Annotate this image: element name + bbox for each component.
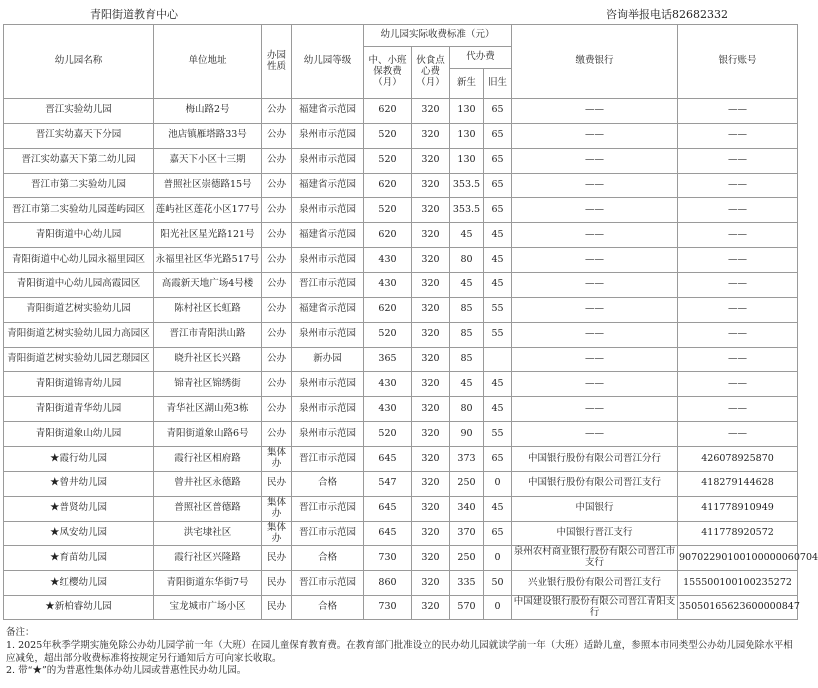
cell-agency-new: 130	[450, 99, 484, 124]
cell-meal: 320	[412, 596, 450, 620]
cell-agency-new: 353.5	[450, 198, 484, 223]
cell-address: 高霞新天地广场4号楼	[154, 273, 262, 298]
top-header	[0, 0, 800, 22]
cell-level: 新办园	[292, 347, 364, 372]
cell-bank: ——	[512, 347, 678, 372]
cell-account: ——	[678, 123, 798, 148]
table-row	[4, 521, 798, 546]
cell-agency-new: 250	[450, 546, 484, 571]
cell-name: 晋江市第二实验幼儿园	[4, 173, 154, 198]
table-row	[4, 123, 798, 148]
cell-address: 青华社区湖山苑3栋	[154, 397, 262, 422]
cell-level: 泉州市示范园	[292, 422, 364, 447]
cell-nature: 公办	[262, 198, 292, 223]
cell-address: 霞行社区兴隆路	[154, 546, 262, 571]
cell-name: 晋江实幼嘉天下第二幼儿园	[4, 148, 154, 173]
cell-tuition: 620	[364, 173, 412, 198]
cell-account: ——	[678, 322, 798, 347]
header-meal: 伙食点心费（月）	[412, 47, 450, 99]
cell-agency-old: 65	[484, 521, 512, 546]
cell-account: 155500100100235272	[678, 571, 798, 596]
cell-tuition: 430	[364, 397, 412, 422]
header-fee-group: 幼儿园实际收费标准（元）	[364, 25, 512, 47]
cell-level: 晋江市示范园	[292, 273, 364, 298]
cell-agency-new: 85	[450, 322, 484, 347]
cell-agency-new: 340	[450, 496, 484, 521]
cell-level: 泉州市示范园	[292, 322, 364, 347]
cell-address: 曾井社区永德路	[154, 471, 262, 496]
header-new: 新生	[450, 69, 484, 99]
cell-name: ★新柏睿幼儿园	[4, 596, 154, 620]
cell-level: 泉州市示范园	[292, 123, 364, 148]
header-account: 银行账号	[678, 25, 798, 99]
cell-address: 池店镇雁塔路33号	[154, 123, 262, 148]
cell-account: ——	[678, 248, 798, 273]
cell-bank: 中国建设银行股份有限公司晋江青阳支行	[512, 596, 678, 620]
cell-account: 411778920572	[678, 521, 798, 546]
cell-tuition: 520	[364, 198, 412, 223]
table-row	[4, 471, 798, 496]
cell-meal: 320	[412, 347, 450, 372]
cell-level: 泉州市示范园	[292, 372, 364, 397]
cell-name: 青阳街道中心幼儿园高霞园区	[4, 273, 154, 298]
cell-agency-new: 370	[450, 521, 484, 546]
cell-level: 福建省示范园	[292, 99, 364, 124]
cell-agency-old: 65	[484, 173, 512, 198]
cell-meal: 320	[412, 248, 450, 273]
cell-bank: ——	[512, 248, 678, 273]
cell-tuition: 620	[364, 99, 412, 124]
cell-nature: 民办	[262, 471, 292, 496]
cell-address: 永福里社区华光路517号	[154, 248, 262, 273]
cell-agency-old: 55	[484, 322, 512, 347]
notes-line-1: 1. 2025年秋季学期实施免除公办幼儿园学前一年（大班）在园儿童保育教育费。在教育部门批准设立的民办幼儿园就读学前一年（大班）适龄儿童，参照本市同类型公办幼儿园免除水平相应减免，超出部分收费标准将按规定另行通知后方可向家长收取。	[6, 639, 793, 664]
cell-nature: 公办	[262, 297, 292, 322]
cell-agency-old: 45	[484, 397, 512, 422]
cell-agency-new: 80	[450, 397, 484, 422]
cell-address: 陈村社区长虹路	[154, 297, 262, 322]
cell-bank: 中国银行	[512, 496, 678, 521]
cell-address: 晋江市青阳洪山路	[154, 322, 262, 347]
cell-level: 合格	[292, 471, 364, 496]
cell-name: ★凤安幼儿园	[4, 521, 154, 546]
cell-bank: ——	[512, 148, 678, 173]
cell-meal: 320	[412, 471, 450, 496]
cell-agency-old: 65	[484, 198, 512, 223]
cell-tuition: 520	[364, 322, 412, 347]
notes-line-2: 2. 带“★”的为普惠性集体办幼儿园或普惠性民办幼儿园。	[6, 665, 247, 677]
cell-bank: 泉州农村商业银行股份有限公司晋江市支行	[512, 546, 678, 571]
cell-agency-new: 45	[450, 273, 484, 298]
cell-agency-new: 130	[450, 123, 484, 148]
cell-tuition: 547	[364, 471, 412, 496]
cell-bank: 中国银行股份有限公司晋江分行	[512, 447, 678, 472]
cell-agency-old: 45	[484, 248, 512, 273]
cell-bank: ——	[512, 123, 678, 148]
cell-nature: 集体办	[262, 521, 292, 546]
cell-address: 晓升社区长兴路	[154, 347, 262, 372]
cell-meal: 320	[412, 198, 450, 223]
cell-meal: 320	[412, 496, 450, 521]
cell-meal: 320	[412, 273, 450, 298]
cell-meal: 320	[412, 546, 450, 571]
cell-nature: 公办	[262, 372, 292, 397]
cell-nature: 公办	[262, 422, 292, 447]
header-old: 旧生	[484, 69, 512, 99]
cell-agency-old: 65	[484, 123, 512, 148]
header-agency: 代办费	[450, 47, 512, 69]
table-row	[4, 223, 798, 248]
cell-meal: 320	[412, 99, 450, 124]
cell-meal: 320	[412, 521, 450, 546]
cell-address: 普照社区崇德路15号	[154, 173, 262, 198]
cell-account: 90702290100100000060704	[678, 546, 798, 571]
cell-agency-new: 353.5	[450, 173, 484, 198]
notes-title: 备注：	[6, 627, 35, 638]
header-nature: 办园性质	[262, 25, 292, 99]
cell-name: 晋江实验幼儿园	[4, 99, 154, 124]
cell-account: ——	[678, 422, 798, 447]
cell-agency-old: 55	[484, 297, 512, 322]
cell-tuition: 730	[364, 546, 412, 571]
cell-account: 426078925870	[678, 447, 798, 472]
cell-agency-new: 85	[450, 347, 484, 372]
cell-name: 青阳街道中心幼儿园	[4, 223, 154, 248]
cell-agency-old: 0	[484, 471, 512, 496]
cell-bank: ——	[512, 372, 678, 397]
cell-account: ——	[678, 273, 798, 298]
cell-level: 泉州市示范园	[292, 198, 364, 223]
cell-tuition: 730	[364, 596, 412, 620]
cell-bank: ——	[512, 322, 678, 347]
cell-agency-new: 250	[450, 471, 484, 496]
cell-tuition: 365	[364, 347, 412, 372]
notes	[6, 627, 794, 678]
cell-account: 411778910949	[678, 496, 798, 521]
cell-agency-old: 65	[484, 148, 512, 173]
cell-agency-new: 85	[450, 297, 484, 322]
table-row	[4, 148, 798, 173]
cell-name: 青阳街道艺树实验幼儿园力高园区	[4, 322, 154, 347]
table-row	[4, 173, 798, 198]
cell-nature: 公办	[262, 173, 292, 198]
table-row	[4, 297, 798, 322]
cell-tuition: 520	[364, 148, 412, 173]
cell-tuition: 645	[364, 521, 412, 546]
cell-account: ——	[678, 223, 798, 248]
cell-address: 洪宅埭社区	[154, 521, 262, 546]
cell-address: 霞行社区相府路	[154, 447, 262, 472]
cell-level: 晋江市示范园	[292, 521, 364, 546]
header-bank: 缴费银行	[512, 25, 678, 99]
cell-name: 晋江市第二实验幼儿园莲屿园区	[4, 198, 154, 223]
cell-agency-old: 45	[484, 223, 512, 248]
cell-agency-new: 570	[450, 596, 484, 620]
cell-agency-old: 50	[484, 571, 512, 596]
cell-address: 锦青社区锦绣街	[154, 372, 262, 397]
cell-agency-new: 45	[450, 223, 484, 248]
cell-agency-new: 373	[450, 447, 484, 472]
cell-name: 青阳街道艺树实验幼儿园	[4, 297, 154, 322]
cell-nature: 民办	[262, 596, 292, 620]
cell-nature: 民办	[262, 571, 292, 596]
cell-name: 青阳街道中心幼儿园永福里园区	[4, 248, 154, 273]
cell-agency-old: 45	[484, 372, 512, 397]
header-name: 幼儿园名称	[4, 25, 154, 99]
cell-nature: 公办	[262, 223, 292, 248]
cell-name: 青阳街道锦青幼儿园	[4, 372, 154, 397]
header-tuition: 中、小班保教费（月）	[364, 47, 412, 99]
cell-address: 阳光社区星光路121号	[154, 223, 262, 248]
cell-nature: 公办	[262, 397, 292, 422]
cell-nature: 集体办	[262, 447, 292, 472]
fee-table	[3, 24, 818, 620]
table-row	[4, 347, 798, 372]
cell-agency-old: 45	[484, 496, 512, 521]
cell-name: 青阳街道艺树实验幼儿园艺璟园区	[4, 347, 154, 372]
cell-agency-new: 335	[450, 571, 484, 596]
cell-account: ——	[678, 173, 798, 198]
cell-tuition: 430	[364, 372, 412, 397]
table-row	[4, 198, 798, 223]
cell-tuition: 620	[364, 223, 412, 248]
cell-tuition: 430	[364, 273, 412, 298]
cell-bank: ——	[512, 223, 678, 248]
cell-level: 泉州市示范园	[292, 248, 364, 273]
cell-nature: 集体办	[262, 496, 292, 521]
cell-address: 嘉天下小区十三期	[154, 148, 262, 173]
cell-name: 晋江实幼嘉天下分园	[4, 123, 154, 148]
cell-agency-new: 90	[450, 422, 484, 447]
cell-meal: 320	[412, 447, 450, 472]
cell-bank: ——	[512, 173, 678, 198]
cell-bank: 兴业银行股份有限公司晋江支行	[512, 571, 678, 596]
cell-name: 青阳街道象山幼儿园	[4, 422, 154, 447]
cell-address: 宝龙城市广场小区	[154, 596, 262, 620]
table-row	[4, 322, 798, 347]
cell-tuition: 645	[364, 496, 412, 521]
cell-meal: 320	[412, 397, 450, 422]
cell-address: 莲屿社区莲花小区177号	[154, 198, 262, 223]
cell-meal: 320	[412, 422, 450, 447]
cell-nature: 公办	[262, 273, 292, 298]
table-row	[4, 422, 798, 447]
table-row	[4, 372, 798, 397]
cell-agency-old: 55	[484, 422, 512, 447]
cell-account: ——	[678, 99, 798, 124]
cell-level: 晋江市示范园	[292, 447, 364, 472]
cell-bank: 中国银行股份有限公司晋江支行	[512, 471, 678, 496]
cell-tuition: 860	[364, 571, 412, 596]
table-row	[4, 596, 798, 620]
table-body	[4, 99, 818, 620]
hotline-text: 咨询举报电话82682332	[606, 8, 728, 21]
table-row	[4, 273, 798, 298]
cell-account: ——	[678, 397, 798, 422]
cell-meal: 320	[412, 148, 450, 173]
cell-tuition: 645	[364, 447, 412, 472]
cell-account: ——	[678, 198, 798, 223]
cell-meal: 320	[412, 223, 450, 248]
table-row	[4, 397, 798, 422]
cell-bank: ——	[512, 297, 678, 322]
cell-nature: 公办	[262, 347, 292, 372]
cell-level: 福建省示范园	[292, 223, 364, 248]
cell-nature: 公办	[262, 322, 292, 347]
cell-agency-new: 130	[450, 148, 484, 173]
cell-level: 泉州市示范园	[292, 148, 364, 173]
cell-meal: 320	[412, 571, 450, 596]
cell-name: ★霞行幼儿园	[4, 447, 154, 472]
cell-nature: 公办	[262, 248, 292, 273]
cell-nature: 公办	[262, 99, 292, 124]
table-row	[4, 99, 798, 124]
cell-nature: 民办	[262, 546, 292, 571]
cell-agency-old: 0	[484, 596, 512, 620]
table-row	[4, 447, 798, 472]
cell-name: ★普贤幼儿园	[4, 496, 154, 521]
cell-bank: ——	[512, 198, 678, 223]
cell-meal: 320	[412, 297, 450, 322]
header-address: 单位地址	[154, 25, 262, 99]
cell-account: ——	[678, 297, 798, 322]
cell-agency-old: 45	[484, 273, 512, 298]
cell-agency-old: 65	[484, 447, 512, 472]
cell-agency-old: 65	[484, 99, 512, 124]
header-level: 幼儿园等级	[292, 25, 364, 99]
cell-bank: ——	[512, 273, 678, 298]
cell-level: 晋江市示范园	[292, 571, 364, 596]
cell-address: 普照社区普德路	[154, 496, 262, 521]
cell-account: ——	[678, 148, 798, 173]
cell-level: 泉州市示范园	[292, 397, 364, 422]
cell-bank: ——	[512, 422, 678, 447]
table-header	[4, 25, 798, 99]
cell-account: ——	[678, 372, 798, 397]
cell-name: 青阳街道青华幼儿园	[4, 397, 154, 422]
cell-meal: 320	[412, 322, 450, 347]
cell-level: 晋江市示范园	[292, 496, 364, 521]
cell-account: ——	[678, 347, 798, 372]
cell-meal: 320	[412, 372, 450, 397]
cell-name: ★红樱幼儿园	[4, 571, 154, 596]
cell-tuition: 620	[364, 297, 412, 322]
cell-address: 青阳街道象山路6号	[154, 422, 262, 447]
cell-account: 35050165623600000847	[678, 596, 798, 620]
cell-bank: ——	[512, 397, 678, 422]
cell-agency-new: 45	[450, 372, 484, 397]
table-row	[4, 546, 798, 571]
cell-bank: 中国银行晋江支行	[512, 521, 678, 546]
cell-level: 合格	[292, 596, 364, 620]
cell-nature: 公办	[262, 123, 292, 148]
cell-bank: ——	[512, 99, 678, 124]
cell-name: ★育苗幼儿园	[4, 546, 154, 571]
cell-tuition: 520	[364, 123, 412, 148]
cell-tuition: 520	[364, 422, 412, 447]
cell-account: 418279144628	[678, 471, 798, 496]
table-row	[4, 496, 798, 521]
cell-tuition: 430	[364, 248, 412, 273]
cell-name: ★曾井幼儿园	[4, 471, 154, 496]
cell-level: 合格	[292, 546, 364, 571]
cell-level: 福建省示范园	[292, 173, 364, 198]
cell-level: 福建省示范园	[292, 297, 364, 322]
table-row	[4, 248, 798, 273]
cell-meal: 320	[412, 173, 450, 198]
cell-address: 青阳街道东华街7号	[154, 571, 262, 596]
organization-name: 青阳街道教育中心	[90, 8, 178, 21]
cell-agency-new: 80	[450, 248, 484, 273]
cell-agency-old	[484, 347, 512, 372]
cell-nature: 公办	[262, 148, 292, 173]
cell-agency-old: 0	[484, 546, 512, 571]
cell-address: 梅山路2号	[154, 99, 262, 124]
table-row	[4, 571, 798, 596]
cell-meal: 320	[412, 123, 450, 148]
